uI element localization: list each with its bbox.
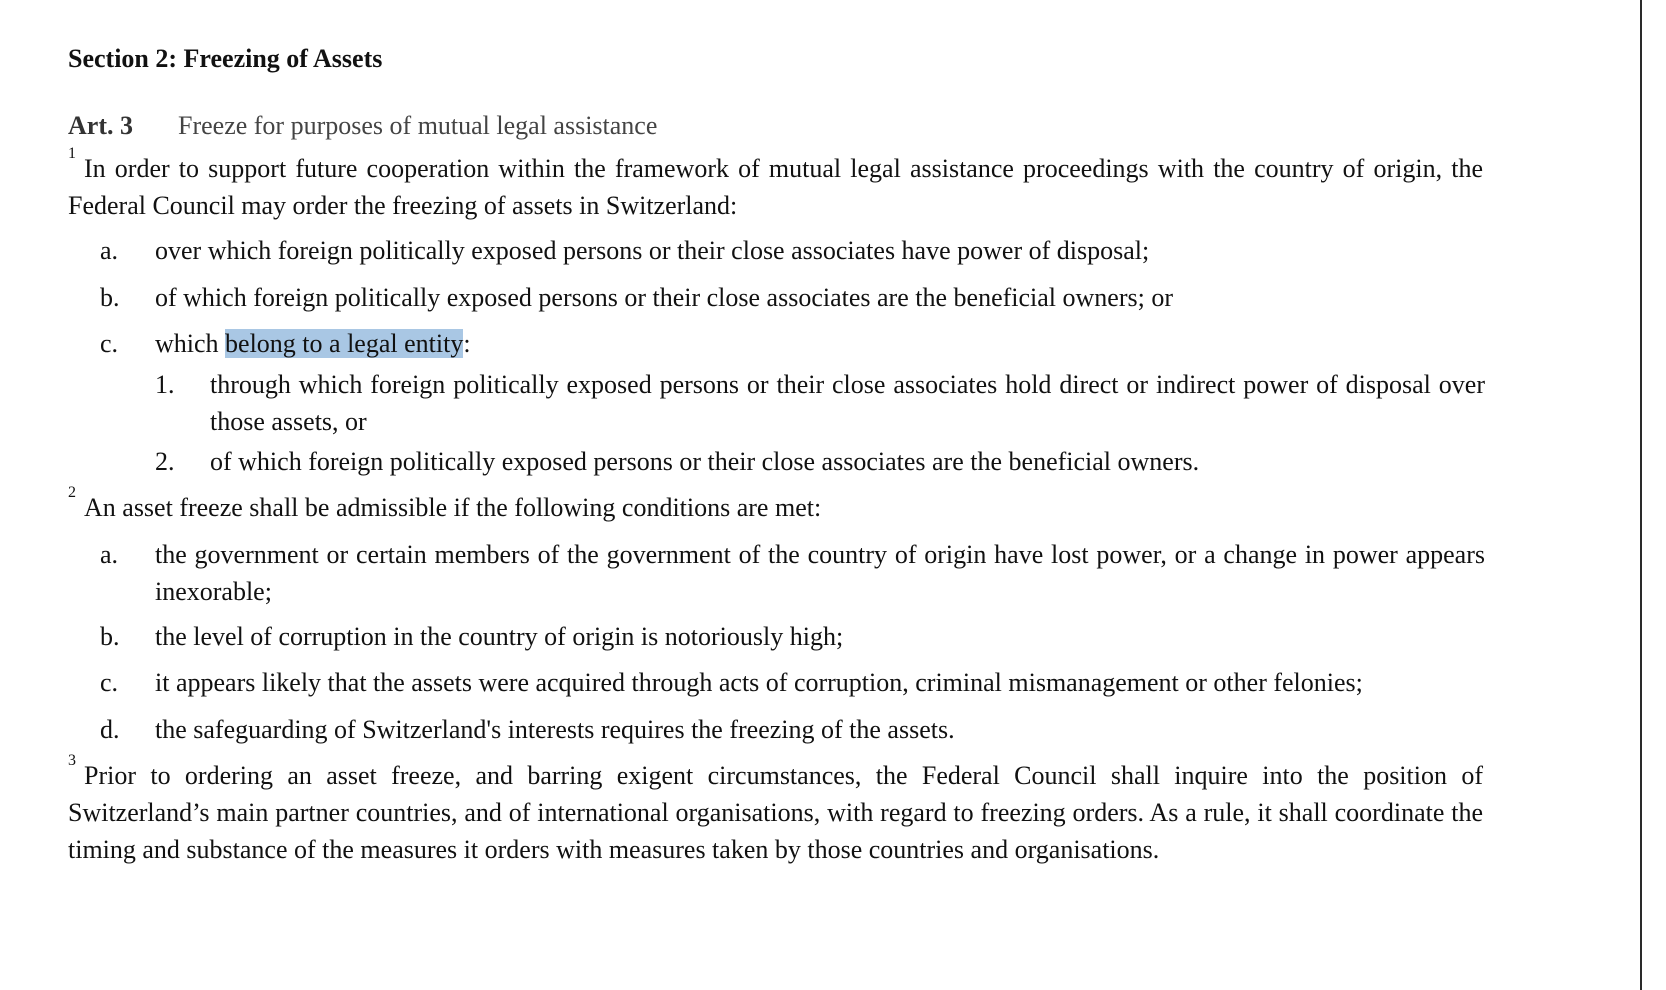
paragraph-number: 2 xyxy=(68,484,76,501)
list-item-text: of which foreign politically exposed persons or their close associates are the beneficial owners. xyxy=(210,447,1200,476)
list-marker: d. xyxy=(100,715,120,744)
list-marker: a. xyxy=(100,540,119,569)
list-item-text: the safeguarding of Switzerland's interests requires the freezing of the assets. xyxy=(155,715,955,744)
list-item-text[interactable] xyxy=(155,325,1485,362)
paragraph-text: An asset freeze shall be admissible if the following conditions are met: xyxy=(84,493,822,522)
list-item-text: the government or certain members of the government of the country of origin have lost power, or a change in power appears inexorable; xyxy=(155,540,1485,606)
article-heading xyxy=(68,111,658,141)
list-item-text: it appears likely that the assets were acquired through acts of corruption, criminal mismanagement or other felonies; xyxy=(155,668,1363,697)
paragraph-number: 1 xyxy=(68,145,76,162)
list-marker: 2. xyxy=(155,447,175,476)
list-item-text: the level of corruption in the country of origin is notoriously high; xyxy=(155,622,844,651)
section-heading: Section 2: Freezing of Assets xyxy=(68,44,383,73)
text-segment: : xyxy=(463,329,471,358)
list-item-text: over which foreign politically exposed persons or their close associates have power of disposal; xyxy=(155,236,1150,265)
list-marker: c. xyxy=(100,668,119,697)
list-marker: a. xyxy=(100,236,119,265)
list-item-text: through which foreign politically exposed persons or their close associates hold direct or indirect power of disposal over those assets, or xyxy=(210,370,1485,436)
list-marker: b. xyxy=(100,283,120,312)
paragraph-1 xyxy=(68,145,1483,224)
article-number: Art. 3 xyxy=(68,111,133,140)
list-marker: c. xyxy=(100,329,119,358)
list-marker: 1. xyxy=(155,370,175,399)
paragraph-number: 3 xyxy=(68,752,76,769)
paragraph-2 xyxy=(68,484,1483,526)
paragraph-text: Prior to ordering an asset freeze, and barring exigent circumstances, the Federal Council shall inquire into the position of Switzerland’s main partner countries, and of international organisations, with regard to freezing orders. As a rule, it shall coordinate the timing and substance of the measures it orders with measures taken by those countries and organisations. xyxy=(68,761,1483,864)
selected-text-highlight[interactable]: belong to a legal entity xyxy=(225,329,464,358)
text-segment: which xyxy=(155,329,226,358)
list-marker: b. xyxy=(100,622,120,651)
page-edge-divider xyxy=(1640,0,1666,990)
paragraph-text: In order to support future cooperation within the framework of mutual legal assistance proceedings with the country of origin, the Federal Council may order the freezing of assets in Switzerland: xyxy=(68,154,1483,220)
article-title: Freeze for purposes of mutual legal assistance xyxy=(178,111,658,140)
paragraph-3 xyxy=(68,752,1483,868)
list-item-text: of which foreign politically exposed persons or their close associates are the beneficial owners; or xyxy=(155,283,1173,312)
